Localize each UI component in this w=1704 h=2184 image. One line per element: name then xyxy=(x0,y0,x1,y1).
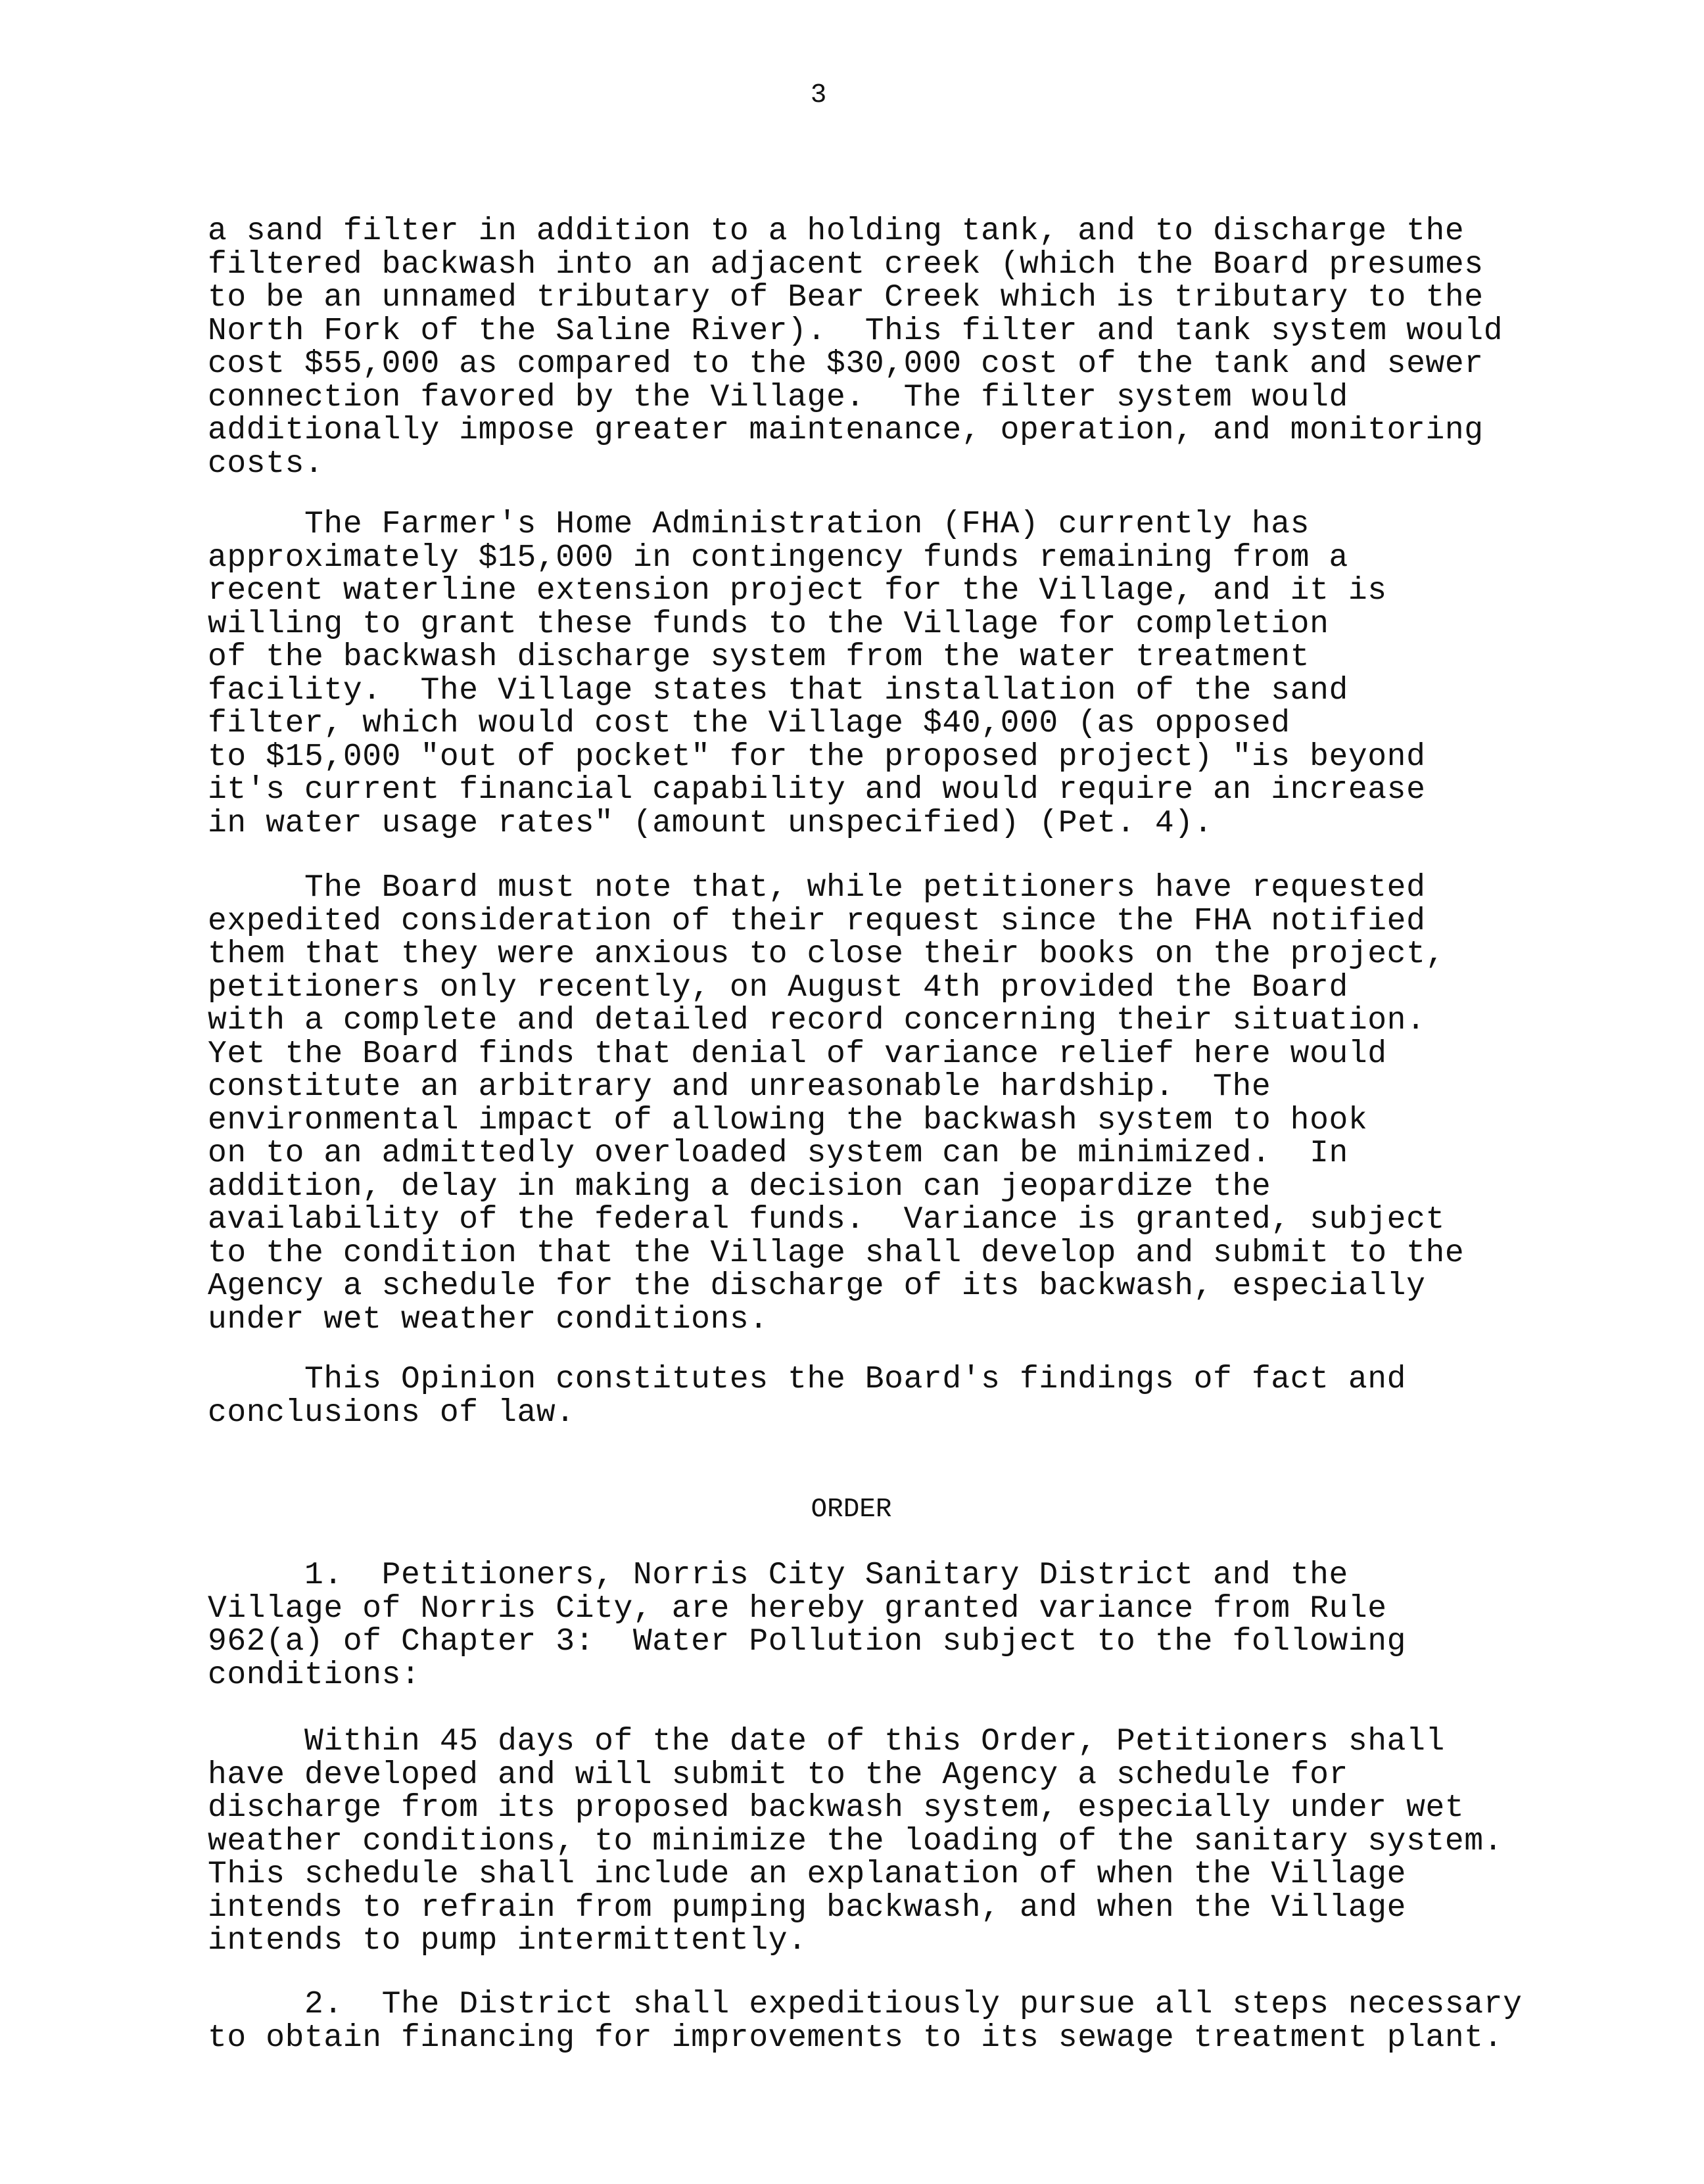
paragraph-board-finding: The Board must note that, while petitioners have requested expedited consideration of their request since the FHA notified them that they were anxious to close their books on the project, petitioners only recently, on August 4th provided the Board with a complete and detailed record concerning their situation. Yet the Board finds that denial of variance relief here would constitute an arbitrary and unreasonable hardship. The environmental impact of allowing the backwash system to hook on to an admittedly overloaded system can be minimized. In addition, delay in making a decision can jeopardize the availability of the federal funds. Variance is granted, subject to the condition that the Village shall develop and submit to the Agency a schedule for the discharge of its backwash, especially under wet weather conditions. xyxy=(208,870,1465,1337)
order-heading: ORDER xyxy=(811,1495,892,1525)
paragraph-fha-funds: The Farmer's Home Administration (FHA) currently has approximately $15,000 in contingency funds remaining from a recent waterline extension project for the Village, and it is willing to grant these funds to the Village for completion of the backwash discharge system from the water treatment facility. The Village states that installation of the sand filter, which would cost the Village $40,000 (as opposed to $15,000 "out of pocket" for the proposed project) "is beyond it's current financial capability and would require an increase in water usage rates" (amount unspecified) (Pet. 4). xyxy=(208,507,1426,841)
order-item-1: 1. Petitioners, Norris City Sanitary District and the Village of Norris City, are hereby granted variance from Rule 962(a) of Chapter 3: Water Pollution subject to the following conditions: xyxy=(208,1558,1407,1693)
paragraph-opinion-statement: This Opinion constitutes the Board's findings of fact and conclusions of law. xyxy=(208,1362,1407,1431)
paragraph-sand-filter: a sand filter in addition to a holding tank, and to discharge the filtered backwash into an adjacent creek (which the Board presumes to be an unnamed tributary of Bear Creek which is tributary to the North Fork of the Saline River). This filter and tank system would cost $55,000 as compared to the $30,000 cost of the tank and sewer connection favored by the Village. The filter system would additionally impose greater maintenance, operation, and monitoring costs. xyxy=(208,214,1503,482)
order-condition: Within 45 days of the date of this Order, Petitioners shall have developed and will submit to the Agency a schedule for discharge from its proposed backwash system, especially under wet weather conditions, to minimize the loading of the sanitary system. This schedule shall include an explanation of when the Village intends to refrain from pumping backwash, and when the Village intends to pump intermittently. xyxy=(208,1724,1503,1959)
page-number: 3 xyxy=(810,80,827,110)
order-item-2: 2. The District shall expeditiously pursue all steps necessary to obtain financing for improvements to its sewage treatment plant. xyxy=(208,1987,1523,2056)
